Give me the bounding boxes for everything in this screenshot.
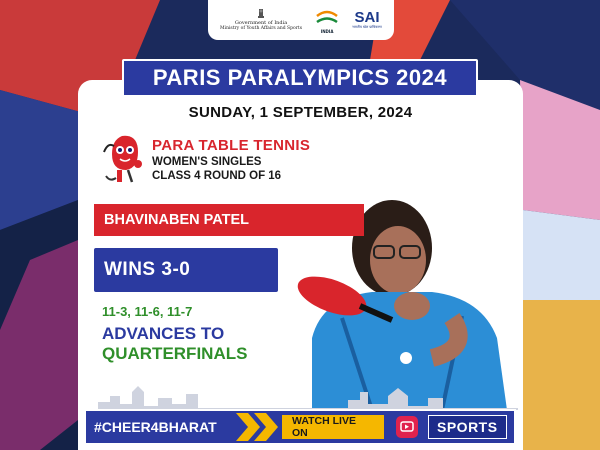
- gov-line1: Government of India: [234, 20, 288, 26]
- national-emblem-icon: [256, 8, 266, 20]
- pci-emblem-icon: [314, 7, 340, 29]
- live-tv-icon: [396, 416, 418, 438]
- set-scores: 11-3, 11-6, 11-7: [102, 304, 193, 319]
- partner-logos-bar: [208, 0, 394, 40]
- footer-bar: [84, 409, 516, 445]
- advance-line2: QUARTERFINALS: [102, 344, 248, 363]
- event-date: SUNDAY, 1 SEPTEMBER, 2024: [188, 104, 413, 121]
- result-outcome: WINS 3-0: [104, 259, 191, 280]
- page-title: PARIS PARALYMPICS 2024: [152, 65, 448, 90]
- pci-label: INDIA: [320, 28, 334, 34]
- watch-live-label: WATCH LIVE ON: [282, 415, 384, 439]
- athlete-name-banner: [94, 204, 364, 236]
- advance-line1: ADVANCES TO: [102, 324, 225, 343]
- gov-line2: Ministry of Youth Affairs and Sports: [220, 26, 303, 31]
- hashtag: #CHEER4BHARAT: [94, 419, 217, 435]
- event-category: WOMEN'S SINGLES: [152, 156, 262, 168]
- sai-logo: [352, 8, 382, 30]
- title-banner: [122, 59, 478, 97]
- athlete-name: BHAVINABEN PATEL: [104, 212, 249, 228]
- event-round: CLASS 4 ROUND OF 16: [152, 170, 282, 182]
- chevron-right-icon: [234, 411, 282, 443]
- government-logo: [220, 8, 302, 32]
- mascot-icon: [102, 132, 148, 188]
- paralympic-committee-logo: [314, 7, 340, 34]
- result-banner: [94, 248, 278, 292]
- sport-name: PARA TABLE TENNIS: [152, 137, 311, 154]
- city-skyline: [98, 382, 518, 410]
- sports-channel-logo: SPORTS: [428, 415, 507, 439]
- sai-subtitle: भारतीय खेल प्राधिकरण: [352, 24, 382, 29]
- sai-label: SAI: [354, 8, 380, 26]
